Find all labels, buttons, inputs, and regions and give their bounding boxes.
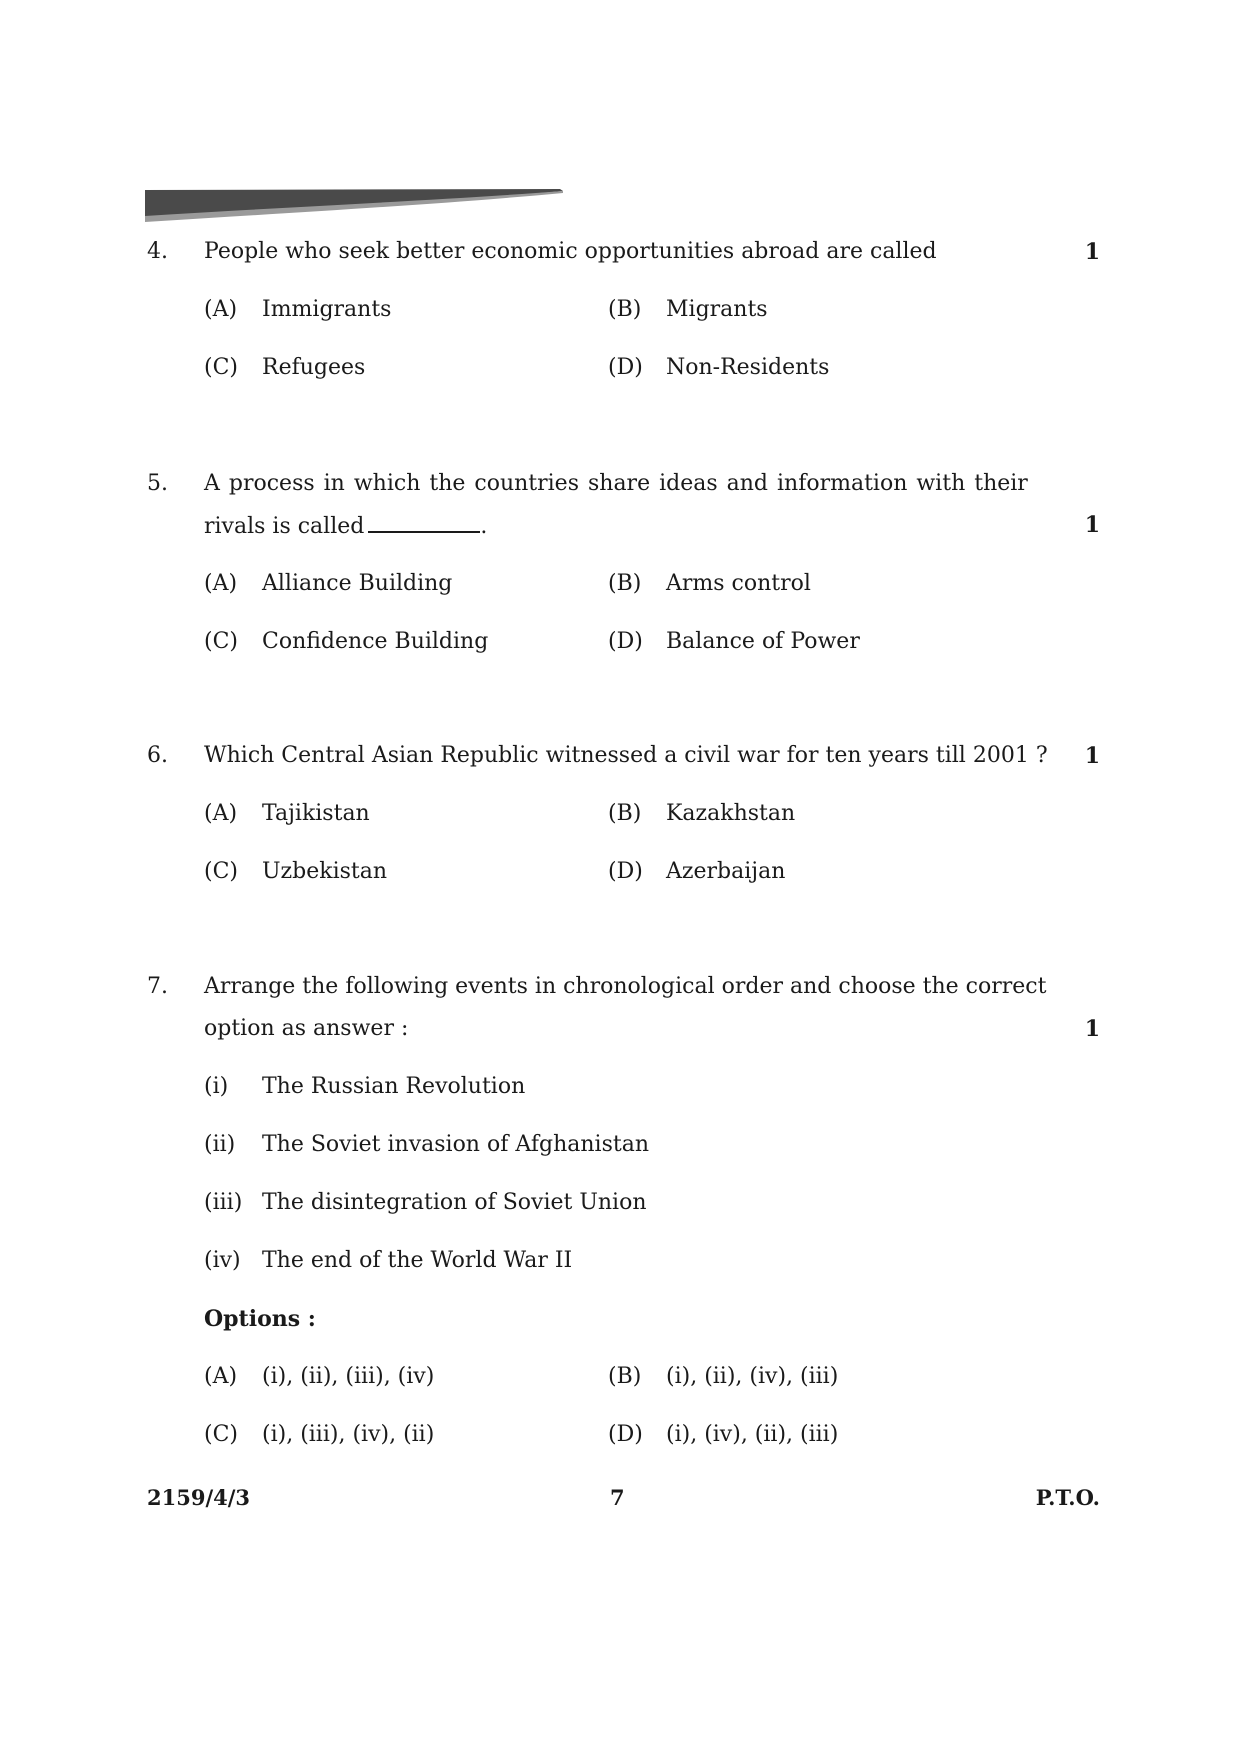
- question-7-options-heading: Options :: [204, 1306, 316, 1332]
- question-6-number: 6.: [147, 743, 168, 768]
- question-4-option-d-text: Non-Residents: [666, 355, 830, 380]
- question-7-event-1-label: (i): [204, 1074, 229, 1099]
- question-7-text-line2: option as answer :: [204, 1016, 409, 1041]
- question-7-option-a-label: (A): [204, 1364, 238, 1389]
- question-7-option-d-label: (D): [608, 1422, 643, 1447]
- question-6-option-a-label: (A): [204, 801, 238, 826]
- question-6-marks: 1: [1084, 743, 1100, 769]
- question-5-option-d-label: (D): [608, 629, 643, 654]
- question-6-option-d-label: (D): [608, 859, 643, 884]
- question-5-text-line2-end: .: [480, 514, 488, 539]
- question-7-option-b-text: (i), (ii), (iv), (iii): [666, 1364, 839, 1389]
- question-6-option-d-text: Azerbaijan: [666, 859, 786, 884]
- question-5-option-b-label: (B): [608, 571, 642, 596]
- question-5-option-c-text: Confidence Building: [262, 629, 489, 654]
- question-4-option-a-label: (A): [204, 297, 238, 322]
- paper-code: 2159/4/3: [147, 1485, 251, 1510]
- question-7-event-1-text: The Russian Revolution: [262, 1074, 526, 1099]
- question-7-option-b-label: (B): [608, 1364, 642, 1389]
- question-5-number: 5.: [147, 471, 168, 496]
- question-5-text-line1: A process in which the countries share ideas and information with their: [204, 471, 1028, 496]
- question-5-option-d-text: Balance of Power: [666, 629, 860, 654]
- question-7-number: 7.: [147, 974, 168, 999]
- question-6-option-a-text: Tajikistan: [262, 801, 370, 826]
- question-7-event-2-text: The Soviet invasion of Afghanistan: [262, 1132, 649, 1157]
- question-4-option-c-label: (C): [204, 355, 238, 380]
- question-4-text: People who seek better economic opportunities abroad are called: [204, 239, 937, 264]
- question-5-option-a-label: (A): [204, 571, 238, 596]
- question-4-option-c-text: Refugees: [262, 355, 366, 380]
- question-4-option-b-label: (B): [608, 297, 642, 322]
- question-4-number: 4.: [147, 239, 168, 264]
- please-turn-over: P.T.O.: [1035, 1485, 1100, 1510]
- question-6-text: Which Central Asian Republic witnessed a civil war for ten years till 2001 ?: [204, 743, 1048, 768]
- question-5-option-b-text: Arms control: [666, 571, 811, 596]
- question-7-event-2-label: (ii): [204, 1132, 236, 1157]
- question-6-option-b-text: Kazakhstan: [666, 801, 796, 826]
- question-7-text-line1: Arrange the following events in chronological order and choose the correct: [204, 974, 1047, 999]
- question-5-option-a-text: Alliance Building: [262, 571, 453, 596]
- header-swoosh-graphic: [145, 186, 565, 226]
- question-6-option-b-label: (B): [608, 801, 642, 826]
- question-7-event-4-text: The end of the World War II: [262, 1248, 573, 1273]
- question-7-marks: 1: [1084, 1016, 1100, 1042]
- question-7-event-3-label: (iii): [204, 1190, 243, 1215]
- question-7-option-c-text: (i), (iii), (iv), (ii): [262, 1422, 435, 1447]
- question-5-text-line2: [204, 511, 487, 541]
- fill-in-blank: [368, 511, 480, 533]
- question-4-marks: 1: [1084, 239, 1100, 265]
- question-4-option-b-text: Migrants: [666, 297, 768, 322]
- question-7-option-d-text: (i), (iv), (ii), (iii): [666, 1422, 839, 1447]
- question-7-option-a-text: (i), (ii), (iii), (iv): [262, 1364, 435, 1389]
- question-4-option-a-text: Immigrants: [262, 297, 392, 322]
- question-6-option-c-text: Uzbekistan: [262, 859, 388, 884]
- question-5-option-c-label: (C): [204, 629, 238, 654]
- question-5-marks: 1: [1084, 512, 1100, 538]
- question-4-option-d-label: (D): [608, 355, 643, 380]
- question-5-text-line2-start: rivals is called: [204, 514, 365, 539]
- question-6-option-c-label: (C): [204, 859, 238, 884]
- page-number: 7: [610, 1485, 625, 1510]
- question-7-event-3-text: The disintegration of Soviet Union: [262, 1190, 647, 1215]
- question-7-option-c-label: (C): [204, 1422, 238, 1447]
- question-7-event-4-label: (iv): [204, 1248, 241, 1273]
